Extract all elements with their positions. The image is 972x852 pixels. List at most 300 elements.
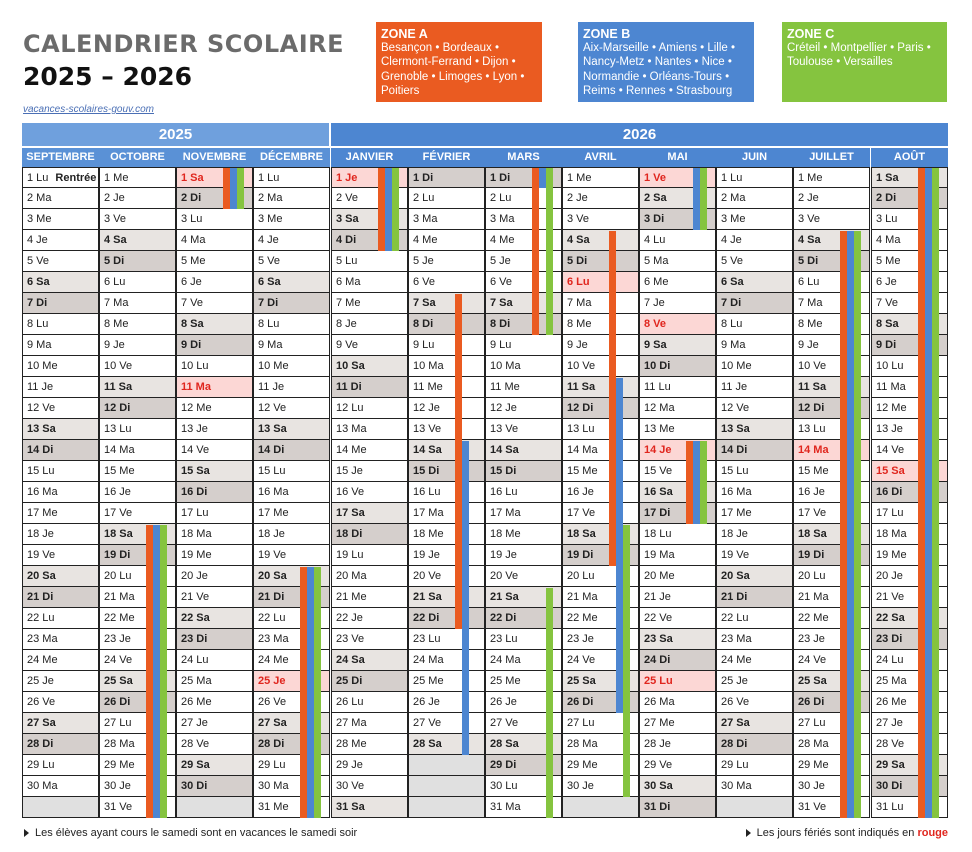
- day-cell: 30 Ma: [254, 776, 329, 797]
- month-days: [639, 167, 716, 818]
- day-cell: 3 Ve: [100, 209, 175, 230]
- day-cell: 6 Lu: [563, 272, 638, 293]
- day-cell: 19 Lu: [332, 545, 407, 566]
- day-cell: 12 Je: [486, 398, 561, 419]
- day-cell: 13 Sa: [23, 419, 98, 440]
- day-cell: 22 Lu: [23, 608, 98, 629]
- day-cell: 13 Je: [177, 419, 252, 440]
- day-cell: 1 Me: [100, 167, 175, 188]
- day-cell: 11 Ma: [177, 377, 252, 398]
- day-cell: 23 Lu: [409, 629, 484, 650]
- day-cell: 16 Je: [563, 482, 638, 503]
- empty-day-cell: [563, 797, 638, 818]
- day-cell: 29 Lu: [717, 755, 792, 776]
- day-cell: 26 Ve: [717, 692, 792, 713]
- day-cell: 27 Ma: [332, 713, 407, 734]
- zone-a-title: ZONE A: [381, 27, 428, 41]
- day-cell: 28 Je: [640, 734, 715, 755]
- day-cell: 21 Sa: [486, 587, 561, 608]
- day-cell: 1 Me: [794, 167, 869, 188]
- day-cell: 27 Ve: [409, 713, 484, 734]
- day-cell: 21 Di: [23, 587, 98, 608]
- day-cell: 8 Me: [100, 314, 175, 335]
- vacation-bar-zone-a: [840, 231, 847, 818]
- day-cell: 6 Je: [177, 272, 252, 293]
- day-cell: 18 Me: [486, 524, 561, 545]
- day-cell: 22 Me: [794, 608, 869, 629]
- day-cell: 13 Sa: [254, 419, 329, 440]
- day-cell: 1 Lu Rentrée: [23, 167, 98, 188]
- day-cell: 9 Di: [177, 335, 252, 356]
- day-cell: 10 Me: [254, 356, 329, 377]
- day-cell: 1 Sa: [177, 167, 252, 188]
- zone-c-legend: [782, 22, 947, 102]
- day-cell: 17 Ma: [486, 503, 561, 524]
- calendar-title: CALENDRIER SCOLAIRE: [23, 30, 344, 58]
- day-cell: 16 Lu: [486, 482, 561, 503]
- day-cell: 24 Me: [254, 650, 329, 671]
- day-cell: 27 Lu: [100, 713, 175, 734]
- day-cell: 7 Sa: [409, 293, 484, 314]
- day-cell: 19 Ve: [23, 545, 98, 566]
- day-cell: 20 Lu: [794, 566, 869, 587]
- day-cell: 15 Di: [409, 461, 484, 482]
- day-cell: 12 Ma: [640, 398, 715, 419]
- day-cell: 11 Sa: [794, 377, 869, 398]
- day-cell: 1 Di: [486, 167, 561, 188]
- day-cell: 12 Lu: [332, 398, 407, 419]
- day-cell: 18 Sa: [100, 524, 175, 545]
- day-cell: 5 Ve: [254, 251, 329, 272]
- day-cell: 7 Ma: [100, 293, 175, 314]
- day-cell: 10 Sa: [332, 356, 407, 377]
- day-cell: 28 Di: [717, 734, 792, 755]
- day-cell: 13 Lu: [794, 419, 869, 440]
- day-cell: 2 Je: [100, 188, 175, 209]
- day-cell: 8 Sa: [872, 314, 947, 335]
- day-cell: 24 Ve: [100, 650, 175, 671]
- day-cell: 14 Di: [23, 440, 98, 461]
- zone-b-title: ZONE B: [583, 27, 631, 41]
- vacation-bar-zone-b: [153, 525, 160, 818]
- vacation-bar-zone-c: [314, 567, 321, 818]
- day-cell: 6 Ve: [409, 272, 484, 293]
- vacation-bar-zone-b: [693, 168, 700, 230]
- day-cell: 11 Di: [332, 377, 407, 398]
- month-days: [562, 167, 639, 818]
- day-cell: 21 Ma: [794, 587, 869, 608]
- day-cell: 4 Me: [409, 230, 484, 251]
- day-cell: 28 Ma: [563, 734, 638, 755]
- day-cell: 27 Sa: [254, 713, 329, 734]
- day-cell: 3 Di: [640, 209, 715, 230]
- day-cell: 18 Di: [332, 524, 407, 545]
- day-cell: 4 Sa: [100, 230, 175, 251]
- day-cell: 11 Je: [717, 377, 792, 398]
- zone-c-cities: Créteil • Montpellier • Paris • Toulouse • Versailles: [787, 42, 931, 69]
- day-cell: 11 Me: [409, 377, 484, 398]
- month-days: [99, 167, 176, 818]
- day-cell: 15 Lu: [254, 461, 329, 482]
- day-cell: 22 Je: [332, 608, 407, 629]
- day-cell: 17 Ve: [794, 503, 869, 524]
- day-cell: 25 Ma: [872, 671, 947, 692]
- month-days: [485, 167, 562, 818]
- day-cell: 10 Me: [717, 356, 792, 377]
- day-cell: 9 Ma: [23, 335, 98, 356]
- day-cell: 9 Lu: [486, 335, 561, 356]
- day-cell: 17 Sa: [332, 503, 407, 524]
- day-cell: 7 Je: [640, 293, 715, 314]
- day-cell: 9 Lu: [409, 335, 484, 356]
- day-cell: 22 Me: [563, 608, 638, 629]
- day-cell: 14 Me: [332, 440, 407, 461]
- day-cell: 29 Sa: [177, 755, 252, 776]
- day-cell: 20 Je: [872, 566, 947, 587]
- day-cell: 5 Ma: [640, 251, 715, 272]
- day-cell: 17 Di: [640, 503, 715, 524]
- day-cell: 12 Ve: [23, 398, 98, 419]
- day-cell: 15 Me: [100, 461, 175, 482]
- month-header: MARS: [485, 148, 562, 167]
- day-cell: 29 Di: [486, 755, 561, 776]
- vacation-bar-zone-c: [237, 168, 244, 209]
- day-cell: 15 Lu: [717, 461, 792, 482]
- day-cell: 3 Ma: [486, 209, 561, 230]
- day-cell: 22 Lu: [717, 608, 792, 629]
- rentree-label: Rentrée: [55, 172, 97, 184]
- day-cell: 9 Je: [794, 335, 869, 356]
- day-cell: 26 Je: [486, 692, 561, 713]
- day-cell: 27 Lu: [563, 713, 638, 734]
- day-cell: 3 Me: [717, 209, 792, 230]
- day-cell: 14 Ma: [563, 440, 638, 461]
- vacation-bar-zone-b: [385, 168, 392, 251]
- day-cell: 31 Ma: [486, 797, 561, 818]
- month-days: [716, 167, 793, 818]
- day-cell: 8 Me: [563, 314, 638, 335]
- day-cell: 21 Ve: [177, 587, 252, 608]
- day-cell: 30 Ma: [717, 776, 792, 797]
- day-cell: 11 Je: [254, 377, 329, 398]
- vacation-bar-zone-b: [307, 567, 314, 818]
- day-cell: 21 Ve: [872, 587, 947, 608]
- day-cell: 23 Ve: [332, 629, 407, 650]
- day-cell: 17 Lu: [872, 503, 947, 524]
- vacation-bar-zone-a: [455, 294, 462, 629]
- day-cell: 2 Lu: [409, 188, 484, 209]
- empty-day-cell: [409, 755, 484, 776]
- vacation-bar-zone-c: [546, 168, 553, 335]
- day-cell: 10 Lu: [872, 356, 947, 377]
- day-cell: 19 Je: [486, 545, 561, 566]
- day-cell: 8 Lu: [254, 314, 329, 335]
- day-cell: 14 Je: [640, 440, 715, 461]
- month-column: [793, 148, 870, 818]
- day-cell: 7 Ma: [794, 293, 869, 314]
- zone-c-title: ZONE C: [787, 27, 835, 41]
- day-cell: 5 Ve: [717, 251, 792, 272]
- vacation-bar-zone-c: [854, 231, 861, 818]
- day-cell: 8 Lu: [717, 314, 792, 335]
- day-cell: 21 Me: [332, 587, 407, 608]
- day-cell: 10 Ve: [794, 356, 869, 377]
- day-cell: 22 Sa: [872, 608, 947, 629]
- day-cell: 17 Me: [254, 503, 329, 524]
- day-cell: 30 Je: [100, 776, 175, 797]
- vacation-bar-zone-a: [686, 441, 693, 524]
- day-cell: 5 Me: [177, 251, 252, 272]
- day-cell: 27 Sa: [23, 713, 98, 734]
- empty-day-cell: [23, 797, 98, 818]
- day-cell: 18 Sa: [794, 524, 869, 545]
- day-cell: 3 Me: [254, 209, 329, 230]
- day-cell: 16 Sa: [640, 482, 715, 503]
- day-cell: 13 Ve: [486, 419, 561, 440]
- day-cell: 9 Je: [563, 335, 638, 356]
- source-link[interactable]: vacances-scolaires-gouv.com: [23, 104, 154, 115]
- day-cell: 4 Ma: [177, 230, 252, 251]
- empty-day-cell: [717, 797, 792, 818]
- day-cell: 12 Me: [177, 398, 252, 419]
- day-cell: 25 Me: [409, 671, 484, 692]
- zone-a-legend: [376, 22, 542, 102]
- calendar-years-title: 2025 – 2026: [23, 62, 193, 91]
- day-cell: 28 Ve: [872, 734, 947, 755]
- day-cell: 4 Di: [332, 230, 407, 251]
- day-cell: 16 Je: [794, 482, 869, 503]
- day-cell: 5 Lu: [332, 251, 407, 272]
- day-cell: 3 Lu: [177, 209, 252, 230]
- day-cell: 18 Ma: [177, 524, 252, 545]
- day-cell: 26 Ve: [23, 692, 98, 713]
- day-cell: 9 Ma: [717, 335, 792, 356]
- day-cell: 17 Lu: [177, 503, 252, 524]
- day-cell: 28 Di: [254, 734, 329, 755]
- day-cell: 30 Lu: [486, 776, 561, 797]
- month-header: AVRIL: [562, 148, 639, 167]
- day-cell: 23 Ma: [254, 629, 329, 650]
- empty-day-cell: [409, 776, 484, 797]
- day-cell: 18 Sa: [563, 524, 638, 545]
- day-cell: 19 Ve: [254, 545, 329, 566]
- day-cell: 3 Sa: [332, 209, 407, 230]
- day-cell: 16 Ma: [717, 482, 792, 503]
- day-cell: 20 Je: [177, 566, 252, 587]
- day-cell: 23 Di: [872, 629, 947, 650]
- vacation-bar-zone-a: [918, 168, 925, 818]
- month-days: [253, 167, 330, 818]
- vacation-bar-zone-b: [616, 378, 623, 713]
- day-cell: 24 Ma: [409, 650, 484, 671]
- day-cell: 20 Sa: [254, 566, 329, 587]
- vacation-bar-zone-a: [609, 231, 616, 566]
- day-cell: 22 Sa: [177, 608, 252, 629]
- day-cell: 26 Di: [794, 692, 869, 713]
- footer-note-saturday: Les élèves ayant cours le samedi sont en vacances le samedi soir: [24, 827, 357, 839]
- vacation-bar-zone-c: [160, 525, 167, 818]
- day-cell: 24 Ma: [486, 650, 561, 671]
- day-cell: 7 Me: [332, 293, 407, 314]
- day-cell: 11 Me: [486, 377, 561, 398]
- vacation-bar-zone-c: [623, 525, 630, 797]
- day-cell: 13 Ve: [409, 419, 484, 440]
- day-cell: 2 Ma: [717, 188, 792, 209]
- day-cell: 2 Ma: [23, 188, 98, 209]
- day-cell: 2 Sa: [640, 188, 715, 209]
- vacation-bar-zone-c: [700, 441, 707, 524]
- day-cell: 22 Ve: [640, 608, 715, 629]
- day-cell: 2 Je: [563, 188, 638, 209]
- day-cell: 12 Me: [872, 398, 947, 419]
- day-cell: 17 Ve: [100, 503, 175, 524]
- day-cell: 16 Ve: [332, 482, 407, 503]
- day-cell: 30 Je: [563, 776, 638, 797]
- triangle-bullet-icon: [24, 829, 29, 837]
- day-cell: 29 Me: [563, 755, 638, 776]
- day-cell: 14 Ma: [100, 440, 175, 461]
- vacation-bar-zone-b: [539, 168, 546, 188]
- day-cell: 17 Me: [23, 503, 98, 524]
- day-cell: 6 Ma: [332, 272, 407, 293]
- day-cell: 28 Sa: [409, 734, 484, 755]
- day-cell: 28 Ma: [100, 734, 175, 755]
- day-cell: 25 Di: [332, 671, 407, 692]
- day-cell: 15 Me: [563, 461, 638, 482]
- day-cell: 16 Je: [100, 482, 175, 503]
- day-cell: 12 Je: [409, 398, 484, 419]
- day-cell: 11 Sa: [100, 377, 175, 398]
- day-cell: 29 Je: [332, 755, 407, 776]
- vacation-bar-zone-c: [700, 168, 707, 230]
- day-cell: 12 Di: [563, 398, 638, 419]
- year-header-2025: 2025: [22, 123, 329, 146]
- day-cell: 30 Sa: [640, 776, 715, 797]
- day-cell: 9 Je: [100, 335, 175, 356]
- day-cell: 8 Lu: [23, 314, 98, 335]
- day-cell: 30 Je: [794, 776, 869, 797]
- day-cell: 20 Lu: [563, 566, 638, 587]
- day-cell: 19 Ma: [640, 545, 715, 566]
- day-cell: 15 Sa: [872, 461, 947, 482]
- day-cell: 4 Je: [717, 230, 792, 251]
- day-cell: 1 Di: [409, 167, 484, 188]
- month-days: [408, 167, 485, 818]
- day-cell: 13 Je: [872, 419, 947, 440]
- day-cell: 19 Ve: [717, 545, 792, 566]
- vacation-bar-zone-b: [462, 441, 469, 755]
- day-cell: 19 Di: [794, 545, 869, 566]
- day-cell: 27 Sa: [717, 713, 792, 734]
- day-cell: 24 Sa: [332, 650, 407, 671]
- day-cell: 21 Ma: [100, 587, 175, 608]
- day-cell: 25 Je: [254, 671, 329, 692]
- day-cell: 1 Je: [332, 167, 407, 188]
- day-cell: 24 Lu: [177, 650, 252, 671]
- day-cell: 11 Lu: [640, 377, 715, 398]
- calendar-grid: [22, 123, 948, 819]
- day-cell: 4 Je: [23, 230, 98, 251]
- day-cell: 6 Lu: [794, 272, 869, 293]
- day-cell: 14 Di: [254, 440, 329, 461]
- month-days: [331, 167, 408, 818]
- day-cell: 24 Ve: [563, 650, 638, 671]
- day-cell: 14 Sa: [409, 440, 484, 461]
- day-cell: 3 Ve: [563, 209, 638, 230]
- day-cell: 19 Me: [177, 545, 252, 566]
- day-cell: 21 Sa: [409, 587, 484, 608]
- day-cell: 15 Di: [486, 461, 561, 482]
- vacation-bar-zone-a: [378, 168, 385, 251]
- day-cell: 13 Me: [640, 419, 715, 440]
- day-cell: 3 Ma: [409, 209, 484, 230]
- day-cell: 18 Lu: [640, 524, 715, 545]
- month-header: NOVEMBRE: [176, 148, 253, 167]
- day-cell: 7 Di: [254, 293, 329, 314]
- zone-b-cities: Aix-Marseille • Amiens • Lille • Nancy-Metz • Nantes • Nice • Normandie • Orléans-Tours • Reims • Rennes • Strasbourg: [583, 42, 736, 97]
- month-column: [871, 148, 948, 818]
- month-column: [99, 148, 176, 818]
- day-cell: 21 Je: [640, 587, 715, 608]
- day-cell: 8 Je: [332, 314, 407, 335]
- day-cell: 14 Di: [717, 440, 792, 461]
- day-cell: 12 Ve: [254, 398, 329, 419]
- vacation-bar-zone-b: [925, 168, 932, 818]
- day-cell: 9 Ma: [254, 335, 329, 356]
- day-cell: 18 Je: [23, 524, 98, 545]
- day-cell: 18 Ma: [872, 524, 947, 545]
- day-cell: 29 Me: [794, 755, 869, 776]
- zone-a-cities: Besançon • Bordeaux • Clermont-Ferrand • Dijon • Grenoble • Limoges • Lyon • Poitiers: [381, 42, 525, 97]
- day-cell: 16 Ma: [254, 482, 329, 503]
- day-cell: 23 Lu: [486, 629, 561, 650]
- day-cell: 4 Je: [254, 230, 329, 251]
- day-cell: 25 Lu: [640, 671, 715, 692]
- day-cell: 31 Di: [640, 797, 715, 818]
- day-cell: 4 Me: [486, 230, 561, 251]
- day-cell: 1 Lu: [254, 167, 329, 188]
- day-cell: 6 Lu: [100, 272, 175, 293]
- day-cell: 14 Ma: [794, 440, 869, 461]
- day-cell: 2 Di: [177, 188, 252, 209]
- month-days: [871, 167, 948, 818]
- day-cell: 10 Ve: [563, 356, 638, 377]
- day-cell: 22 Me: [100, 608, 175, 629]
- day-cell: 5 Je: [486, 251, 561, 272]
- day-cell: 6 Sa: [717, 272, 792, 293]
- day-cell: 21 Ma: [563, 587, 638, 608]
- day-cell: 23 Je: [100, 629, 175, 650]
- day-cell: 15 Sa: [177, 461, 252, 482]
- day-cell: 23 Ma: [23, 629, 98, 650]
- day-cell: 30 Ve: [332, 776, 407, 797]
- month-column: [408, 148, 485, 818]
- day-cell: 8 Me: [794, 314, 869, 335]
- day-cell: 2 Lu: [486, 188, 561, 209]
- day-cell: 3 Ve: [794, 209, 869, 230]
- day-cell: 30 Ma: [23, 776, 98, 797]
- day-cell: 25 Je: [23, 671, 98, 692]
- vacation-bar-zone-a: [146, 525, 153, 818]
- day-cell: 5 Di: [100, 251, 175, 272]
- day-cell: 2 Je: [794, 188, 869, 209]
- month-column: [639, 148, 716, 818]
- year-header-2026: 2026: [331, 123, 948, 146]
- day-cell: 4 Ma: [872, 230, 947, 251]
- day-cell: 15 Ve: [640, 461, 715, 482]
- month-column: [562, 148, 639, 818]
- vacation-bar-zone-a: [532, 168, 539, 335]
